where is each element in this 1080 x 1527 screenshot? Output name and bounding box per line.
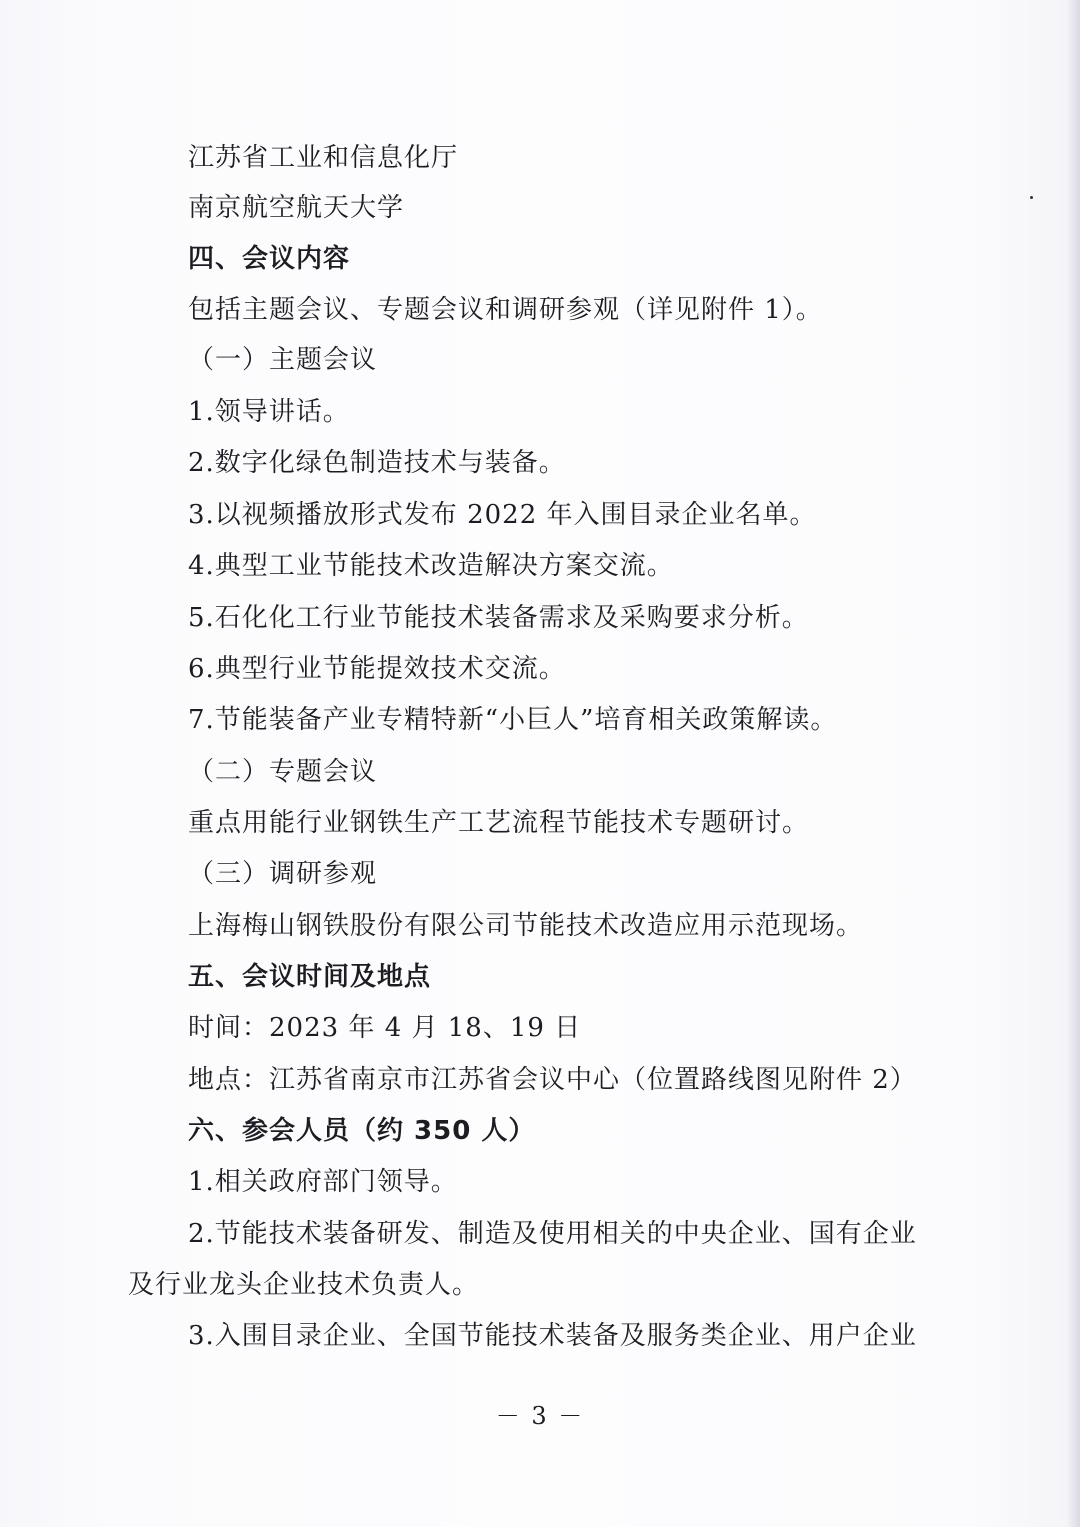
- paragraph-line: 包括主题会议、专题会议和调研参观（详见附件 1）。: [188, 295, 823, 325]
- list-item-1: 1.领导讲话。: [188, 397, 350, 427]
- list-item-2: 2.数字化绿色制造技术与装备。: [188, 448, 566, 478]
- org-line-2: 南京航空航天大学: [188, 193, 405, 223]
- list-item-5: 5.石化化工行业节能技术装备需求及采购要求分析。: [188, 603, 809, 633]
- attendee-item-2: 2.节能技术装备研发、制造及使用相关的中央企业、国有企业: [188, 1219, 917, 1249]
- list-item-3: 3.以视频播放形式发布 2022 年入围目录企业名单。: [188, 500, 817, 530]
- page-number: － 3 －: [495, 1402, 585, 1430]
- section-heading-5: 五、会议时间及地点: [188, 962, 432, 992]
- list-item-7: 7.节能装备产业专精特新“小巨人”培育相关政策解读。: [188, 705, 838, 735]
- subsection-heading-3: （三）调研参观: [188, 859, 378, 889]
- section-heading-4: 四、会议内容: [188, 244, 351, 274]
- paragraph-line: 重点用能行业钢铁生产工艺流程节能技术专题研讨。: [188, 808, 810, 838]
- attendee-item-3: 3.入围目录企业、全国节能技术装备及服务类企业、用户企业: [188, 1321, 917, 1351]
- attendee-item-1: 1.相关政府部门领导。: [188, 1167, 458, 1197]
- section-heading-6: 六、参会人员（约 350 人）: [188, 1116, 536, 1146]
- list-item-6: 6.典型行业节能提效技术交流。: [188, 654, 566, 684]
- subsection-heading-2: （二）专题会议: [188, 757, 378, 787]
- scan-edge-shadow: [1066, 0, 1080, 1527]
- scan-speck: [1030, 196, 1033, 199]
- list-item-4: 4.典型工业节能技术改造解决方案交流。: [188, 551, 674, 581]
- attendee-item-2-continued: 及行业龙头企业技术负责人。: [128, 1270, 480, 1300]
- meeting-time: 时间：2023 年 4 月 18、19 日: [188, 1013, 582, 1043]
- paragraph-line: 上海梅山钢铁股份有限公司节能技术改造应用示范现场。: [188, 911, 864, 941]
- meeting-location: 地点：江苏省南京市江苏省会议中心（位置路线图见附件 2）: [188, 1065, 917, 1095]
- org-line-1: 江苏省工业和信息化厅: [188, 143, 459, 173]
- subsection-heading-1: （一）主题会议: [188, 345, 378, 375]
